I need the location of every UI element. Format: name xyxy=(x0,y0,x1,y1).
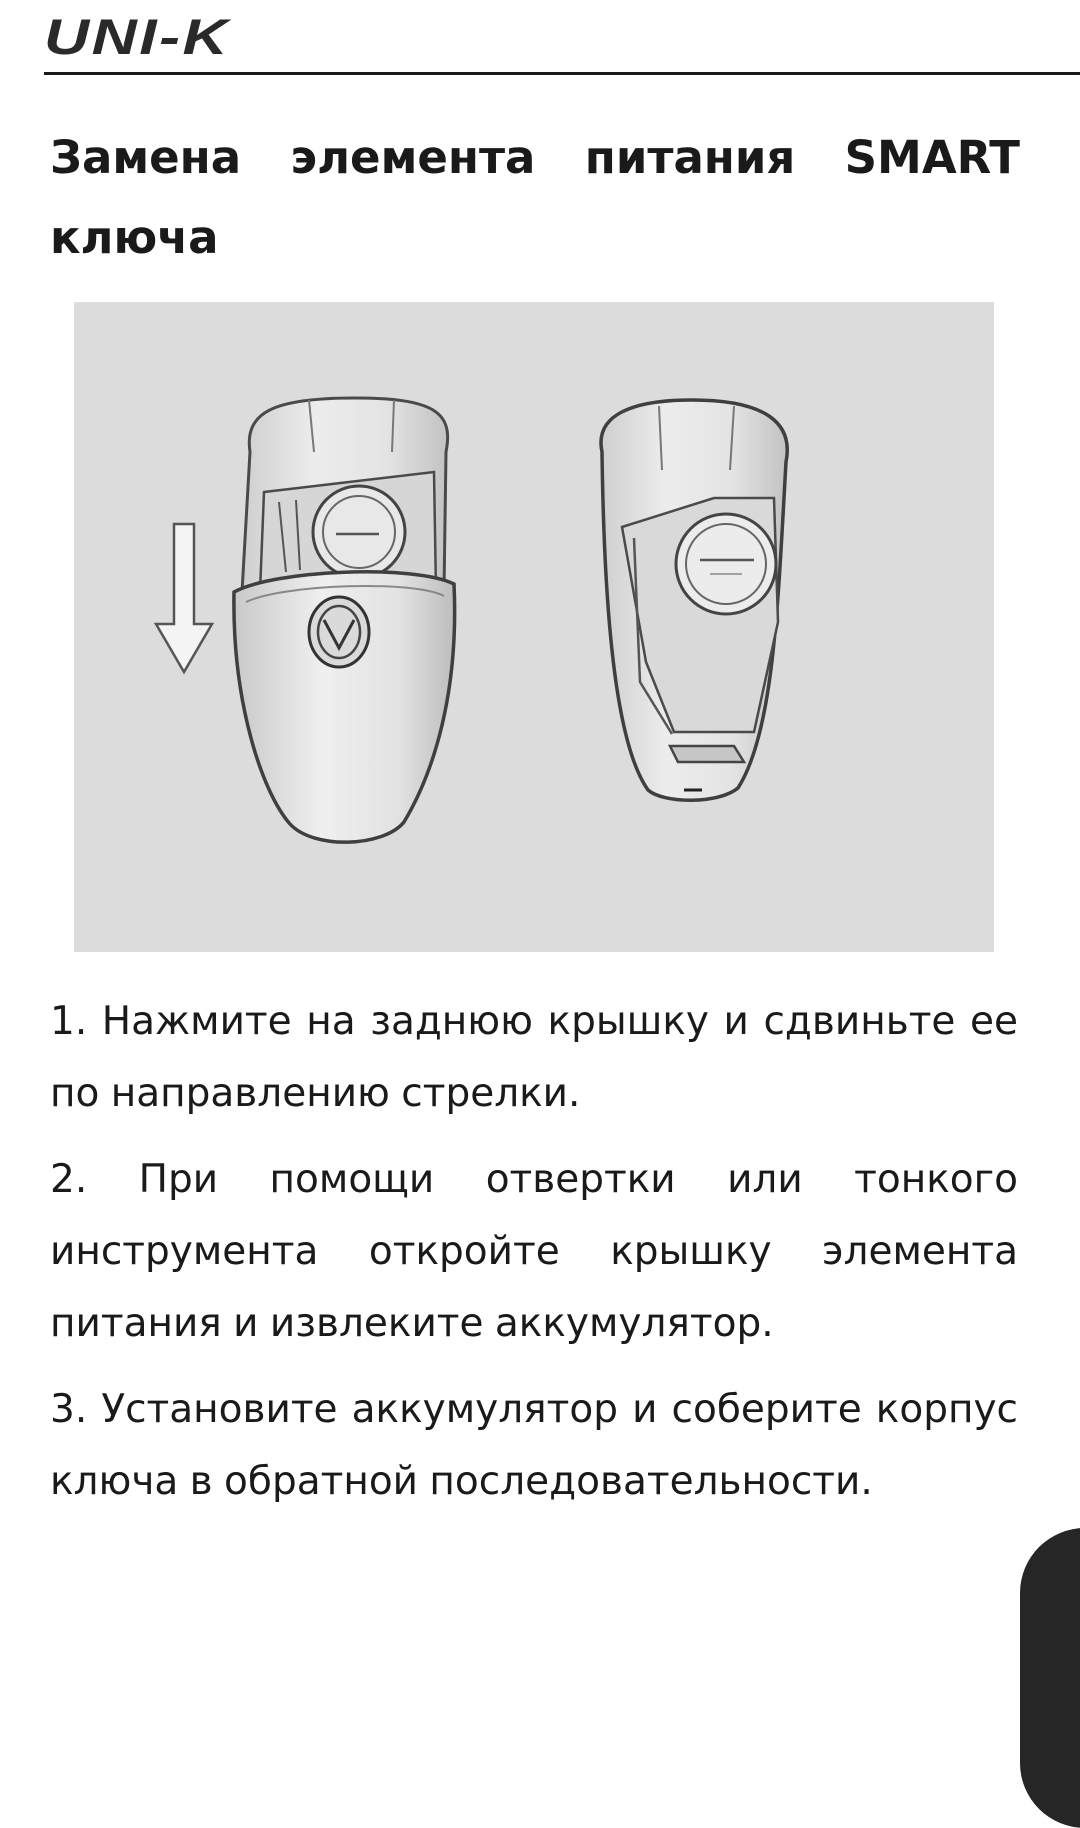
brand-emblem-icon xyxy=(309,597,369,667)
step-3: 3. Установите аккумулятор и соберите корпус ключа в обратной последовательности. xyxy=(50,1387,1018,1504)
page-title: Замена элемента питания SMART ключа xyxy=(50,131,1020,264)
key-fob-illustration xyxy=(74,302,994,952)
step-2: 2. При помощи отвертки или тонкого инструмента откройте крышку элемента питания и извлеките аккумулятор. xyxy=(50,1157,1018,1346)
instruction-steps xyxy=(50,986,1018,1532)
brand-logo-text: UNI-K xyxy=(44,9,231,65)
brand-logo xyxy=(44,8,464,66)
key-fob-battery-open-icon xyxy=(601,400,787,800)
header-divider xyxy=(44,72,1080,75)
scroll-handle[interactable] xyxy=(1020,1528,1080,1828)
down-arrow-icon xyxy=(156,524,212,672)
step-1: 1. Нажмите на заднюю крышку и сдвиньте ее по направлению стрелки. xyxy=(50,999,1018,1116)
key-fob-cover-sliding-icon xyxy=(234,398,455,842)
